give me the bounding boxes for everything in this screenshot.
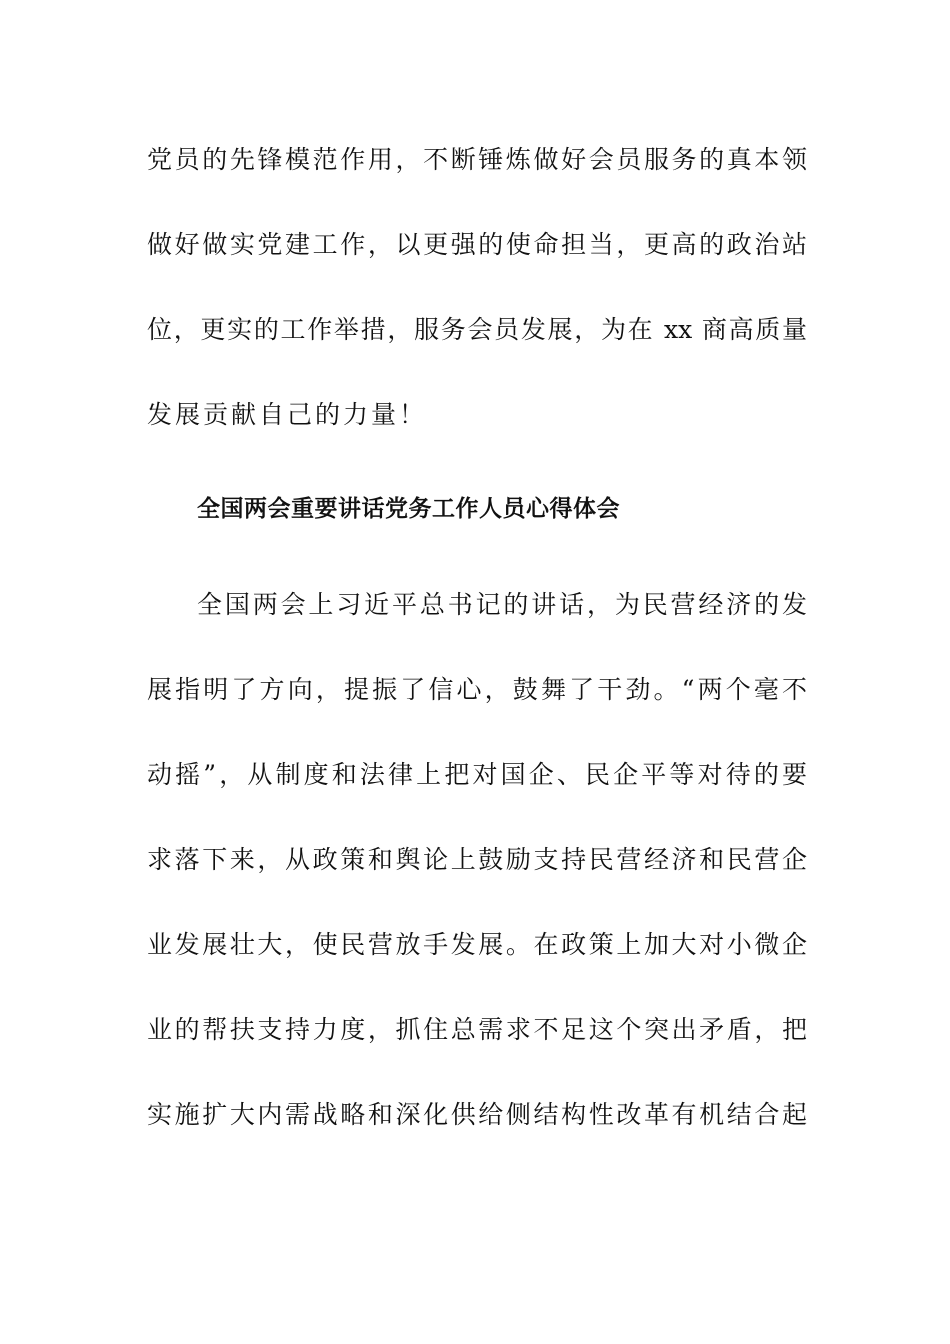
paragraph-line: 展指明了方向，提振了信心，鼓舞了干劲。“两个毫不: [147, 675, 807, 704]
paragraph-line: 实施扩大内需战略和深化供给侧结构性改革有机结合起: [147, 1100, 807, 1129]
paragraph-line: 做好做实党建工作，以更强的使命担当，更高的政治站: [147, 230, 807, 259]
paragraph-line: 位，更实的工作举措，服务会员发展，为在 xx 商高质量: [147, 315, 807, 344]
paragraph-line: 业发展壮大，使民营放手发展。在政策上加大对小微企: [147, 930, 807, 959]
paragraph-line: 全国两会上习近平总书记的讲话，为民营经济的发: [197, 590, 807, 619]
paragraph-line: 求落下来，从政策和舆论上鼓励支持民营经济和民营企: [147, 845, 807, 874]
paragraph-line: 业的帮扶支持力度，抓住总需求不足这个突出矛盾，把: [147, 1015, 807, 1044]
paragraph-line: 党员的先锋模范作用，不断锤炼做好会员服务的真本领: [147, 145, 807, 174]
paragraph-line: 发展贡献自己的力量！: [147, 400, 428, 429]
paragraph-line: 动摇”，从制度和法律上把对国企、民企平等对待的要: [147, 760, 807, 789]
section-title: 全国两会重要讲话党务工作人员心得体会: [197, 496, 620, 522]
